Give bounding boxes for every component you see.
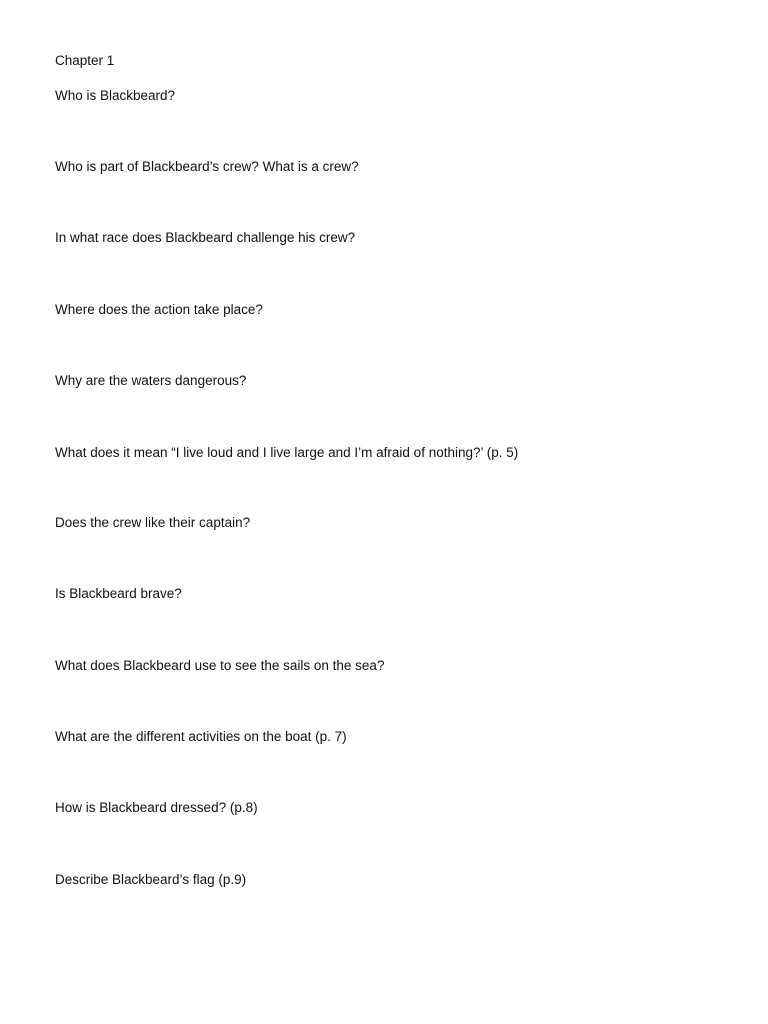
chapter-heading: Chapter 1 bbox=[55, 53, 115, 68]
question-7: Does the crew like their captain? bbox=[55, 515, 251, 530]
question-9: What does Blackbeard use to see the sails on the sea? bbox=[55, 658, 385, 673]
question-6: What does it mean “I live loud and I live large and I’m afraid of nothing?’ (p. 5) bbox=[55, 445, 519, 460]
question-3: In what race does Blackbeard challenge his crew? bbox=[55, 230, 356, 245]
question-4: Where does the action take place? bbox=[55, 302, 263, 317]
question-10: What are the different activities on the boat (p. 7) bbox=[55, 729, 347, 744]
question-1: Who is Blackbeard? bbox=[55, 88, 176, 103]
question-11: How is Blackbeard dressed? (p.8) bbox=[55, 800, 258, 815]
question-12: Describe Blackbeard’s flag (p.9) bbox=[55, 872, 247, 887]
question-2: Who is part of Blackbeard’s crew? What is a crew? bbox=[55, 159, 359, 174]
question-8: Is Blackbeard brave? bbox=[55, 586, 182, 601]
question-5: Why are the waters dangerous? bbox=[55, 373, 247, 388]
